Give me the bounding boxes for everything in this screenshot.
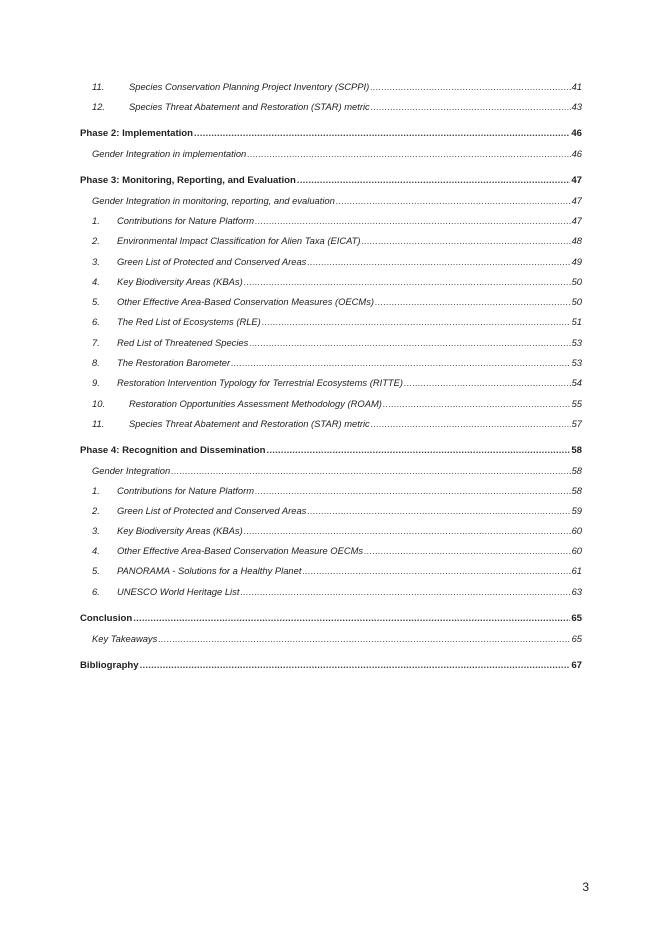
toc-heading[interactable] (80, 659, 582, 673)
toc-entry-title: Species Threat Abatement and Restoration (STAR) metric (129, 101, 370, 112)
toc-entry[interactable] (92, 356, 582, 370)
toc-entry-number: 2. (92, 505, 100, 516)
toc-page-number: 67 (571, 660, 582, 671)
toc-entry-title: Green List of Protected and Conserved Areas (117, 256, 307, 267)
toc-page-number: 59 (571, 505, 582, 516)
toc-entry-title: Gender Integration (92, 465, 171, 476)
toc-heading[interactable] (80, 127, 582, 141)
dot-leader (240, 585, 570, 599)
toc-entry-title: Restoration Opportunities Assessment Methodology (ROAM) (129, 398, 382, 409)
toc-page-number: 58 (571, 465, 582, 476)
toc-entry-number: 4. (92, 276, 100, 287)
toc-page-number: 48 (571, 235, 582, 246)
toc-entry[interactable] (92, 544, 582, 558)
toc-entry-title: Red List of Threatened Species (117, 337, 249, 348)
toc-page-number: 54 (571, 377, 582, 388)
dot-leader (404, 376, 571, 390)
toc-entry-number: 2. (92, 235, 100, 246)
toc-entry-number: 9. (92, 377, 100, 388)
toc-page-number: 49 (571, 256, 582, 267)
toc-entry[interactable] (92, 504, 582, 518)
toc-page-number: 46 (571, 128, 582, 139)
toc-entry-title: Green List of Protected and Conserved Areas (117, 505, 307, 516)
dot-leader (244, 275, 571, 289)
dot-leader (370, 80, 570, 94)
toc-entry-title: Gender Integration in monitoring, reporting, and evaluation (92, 195, 335, 206)
dot-leader (194, 127, 570, 141)
toc-entry[interactable] (92, 100, 582, 114)
dot-leader (140, 659, 571, 673)
dot-leader (247, 147, 570, 161)
toc-page-number: 47 (571, 215, 582, 226)
dot-leader (249, 336, 570, 350)
toc-page-number: 46 (571, 148, 582, 159)
dot-leader (231, 356, 570, 370)
toc-entry[interactable] (92, 417, 582, 431)
toc-page-number: 47 (571, 175, 582, 186)
toc-entry-title: PANORAMA - Solutions for a Healthy Planet (117, 565, 302, 576)
dot-leader (362, 234, 571, 248)
dot-leader (371, 100, 571, 114)
toc-entry[interactable] (92, 376, 582, 390)
toc-entry-number: 6. (92, 316, 100, 327)
toc-entry-number: 12. (92, 101, 106, 112)
dot-leader (244, 524, 571, 538)
toc-page-number: 63 (571, 586, 582, 597)
dot-leader (307, 255, 570, 269)
toc-entry[interactable] (92, 214, 582, 228)
toc-page-number: 50 (571, 296, 582, 307)
toc-page-number: 43 (571, 101, 582, 112)
dot-leader (255, 484, 571, 498)
dot-leader (255, 214, 571, 228)
toc-entry-title: Other Effective Area-Based Conservation Measure OECMs (117, 545, 364, 556)
toc-entry[interactable] (92, 295, 582, 309)
toc-entry[interactable] (92, 524, 582, 538)
toc-page-number: 53 (571, 337, 582, 348)
toc-page-number: 61 (571, 565, 582, 576)
toc-page-number: 58 (571, 485, 582, 496)
toc-entry[interactable] (92, 234, 582, 248)
toc-entry-title: Environmental Impact Classification for Alien Taxa (EICAT) (117, 235, 361, 246)
toc-page-number: 50 (571, 276, 582, 287)
toc-page-number: 57 (571, 418, 582, 429)
dot-leader (133, 612, 570, 626)
toc-entry-title: Key Biodiversity Areas (KBAs) (117, 276, 243, 287)
toc-entry[interactable] (92, 564, 582, 578)
toc-subentry[interactable] (92, 464, 582, 478)
toc-entry-number: 3. (92, 256, 100, 267)
toc-page-number: 47 (571, 195, 582, 206)
toc-page-number: 60 (571, 545, 582, 556)
toc-subentry[interactable] (92, 632, 582, 646)
dot-leader (302, 564, 570, 578)
toc-entry-title: Key Biodiversity Areas (KBAs) (117, 525, 243, 536)
toc-page-number: 60 (571, 525, 582, 536)
toc-subentry[interactable] (92, 147, 582, 161)
toc-entry-title: Bibliography (80, 660, 139, 671)
toc-entry-number: 5. (92, 296, 100, 307)
toc-page-number: 58 (571, 445, 582, 456)
toc-entry-number: 1. (92, 215, 100, 226)
toc-entry-title: Phase 3: Monitoring, Reporting, and Evaluation (80, 175, 296, 186)
toc-subentry[interactable] (92, 194, 582, 208)
toc-page-number: 53 (571, 357, 582, 368)
toc-entry[interactable] (92, 275, 582, 289)
toc-entry[interactable] (92, 484, 582, 498)
toc-entry-title: Contributions for Nature Platform (117, 485, 255, 496)
dot-leader (375, 295, 571, 309)
toc-entry-title: Species Conservation Planning Project Inventory (SCPPI) (129, 81, 370, 92)
toc-entry-title: Conclusion (80, 613, 133, 624)
dot-leader (336, 194, 571, 208)
toc-heading[interactable] (80, 444, 582, 458)
toc-entry-number: 1. (92, 485, 100, 496)
dot-leader (158, 632, 570, 646)
toc-entry-title: Phase 4: Recognition and Dissemination (80, 445, 266, 456)
toc-page-number: 51 (571, 316, 582, 327)
dot-leader (371, 417, 571, 431)
dot-leader (383, 397, 571, 411)
toc-entry-number: 10. (92, 398, 106, 409)
toc-entry-number: 6. (92, 586, 100, 597)
dot-leader (262, 315, 571, 329)
toc-entry-title: Species Threat Abatement and Restoration (STAR) metric (129, 418, 370, 429)
toc-entry-title: Contributions for Nature Platform (117, 215, 255, 226)
dot-leader (171, 464, 570, 478)
toc-page-number: 55 (571, 398, 582, 409)
toc-entry[interactable] (92, 336, 582, 350)
dot-leader (297, 174, 570, 188)
toc-entry[interactable] (92, 315, 582, 329)
toc-entry-title: The Red List of Ecosystems (RLE) (117, 316, 261, 327)
toc-entry-number: 7. (92, 337, 100, 348)
toc-entry-number: 3. (92, 525, 100, 536)
toc-entry-title: Other Effective Area-Based Conservation Measures (OECMs) (117, 296, 375, 307)
toc-heading[interactable] (80, 612, 582, 626)
page-number: 3 (582, 880, 589, 894)
toc-entry-title: Restoration Intervention Typology for Terrestrial Ecosystems (RITTE) (117, 377, 404, 388)
toc-entry-title: Phase 2: Implementation (80, 128, 194, 139)
dot-leader (307, 504, 570, 518)
toc-entry-number: 4. (92, 545, 100, 556)
toc-entry-number: 5. (92, 565, 100, 576)
toc-entry[interactable] (92, 255, 582, 269)
toc-entry-number: 11. (92, 418, 105, 429)
toc-page-number: 41 (571, 81, 582, 92)
toc-heading[interactable] (80, 174, 582, 188)
toc-entry[interactable] (92, 585, 582, 599)
toc-entry-title: Key Takeaways (92, 633, 158, 644)
toc-entry-title: The Restoration Barometer (117, 357, 231, 368)
toc-entry-title: UNESCO World Heritage List (117, 586, 240, 597)
toc-entry[interactable] (92, 397, 582, 411)
toc-page-number: 65 (571, 613, 582, 624)
toc-page-number: 65 (571, 633, 582, 644)
toc-entry[interactable] (92, 80, 582, 94)
dot-leader (267, 444, 571, 458)
toc-entry-number: 8. (92, 357, 100, 368)
toc-entry-number: 11. (92, 81, 105, 92)
dot-leader (364, 544, 570, 558)
toc-entry-title: Gender Integration in implementation (92, 148, 247, 159)
